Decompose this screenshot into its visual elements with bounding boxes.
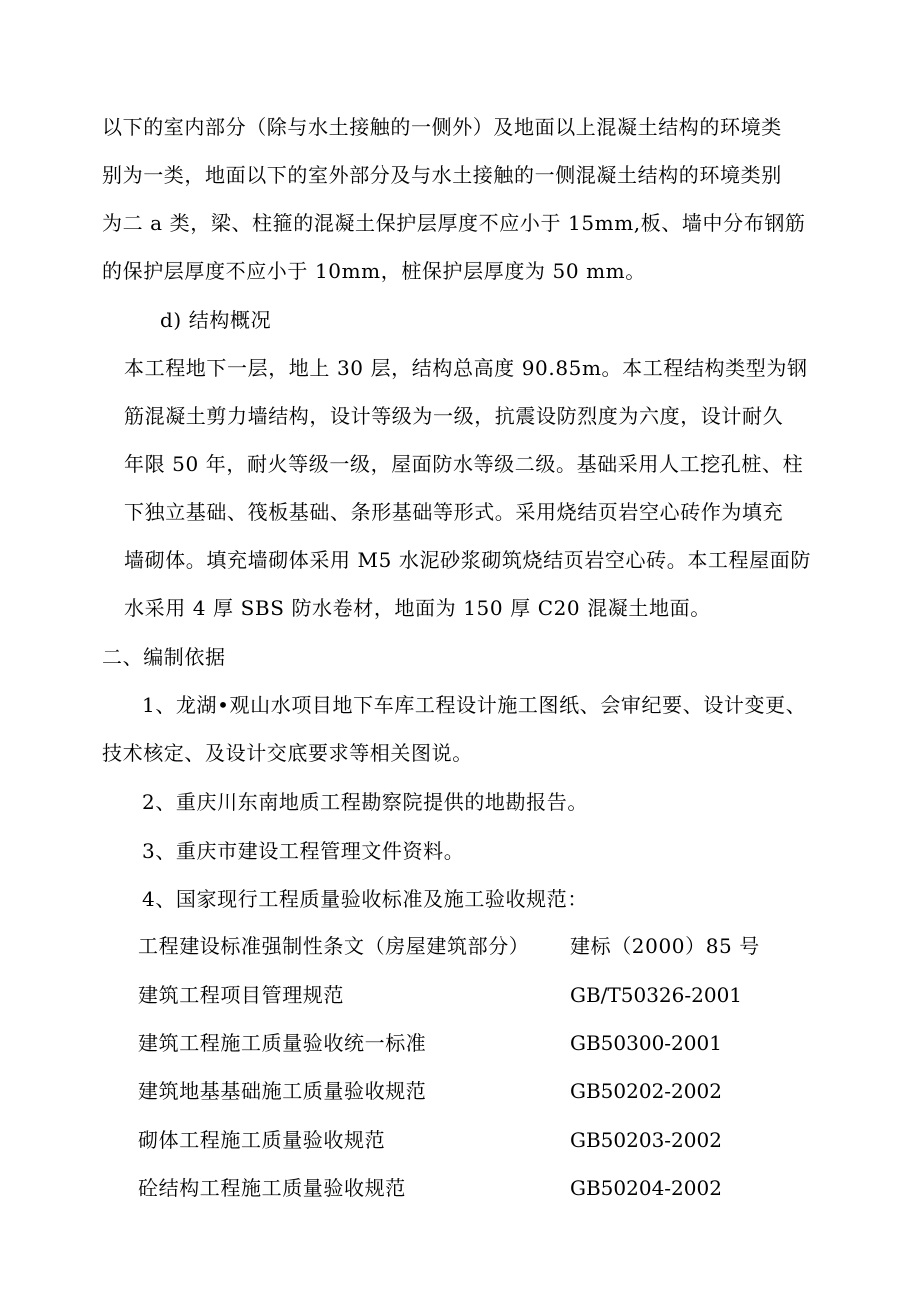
- standard-code: 建标（2000）85 号: [570, 934, 760, 958]
- section-d-line-1: 本工程地下一层，地上 30 层，结构总高度 90.85m。本工程结构类型为钢: [124, 356, 808, 380]
- section-d-line-5: 墙砌体。填充墙砌体采用 M5 水泥砂浆砌筑烧结页岩空心砖。本工程屋面防: [124, 548, 811, 572]
- standard-name: 工程建设标准强制性条文（房屋建筑部分）: [138, 934, 530, 958]
- intro-line-4: 的保护层厚度不应小于 10mm，桩保护层厚度为 50 mm。: [102, 259, 646, 283]
- basis-item-1-line-2: 技术核定、及设计交底要求等相关图说。: [102, 741, 473, 765]
- basis-item-4: 4、国家现行工程质量验收标准及施工验收规范：: [142, 887, 588, 911]
- section-d-line-2: 筋混凝土剪力墙结构，设计等级为一级，抗震设防烈度为六度，设计耐久: [124, 404, 784, 428]
- section-d-heading: d) 结构概况: [160, 308, 272, 332]
- standard-code: GB50300-2001: [570, 1031, 722, 1055]
- section-d-line-6: 水采用 4 厚 SBS 防水卷材，地面为 150 厚 C20 混凝土地面。: [124, 596, 711, 620]
- basis-item-2: 2、重庆川东南地质工程勘察院提供的地勘报告。: [142, 790, 588, 814]
- standard-name: 建筑工程施工质量验收统一标准: [138, 1031, 427, 1055]
- standard-code: GB50204-2002: [570, 1176, 722, 1200]
- standard-code: GB50203-2002: [570, 1128, 722, 1152]
- standard-code: GB50202-2002: [570, 1079, 722, 1103]
- basis-item-3: 3、重庆市建设工程管理文件资料。: [142, 839, 465, 863]
- section-two-heading: 二、编制依据: [102, 645, 226, 669]
- standard-name: 建筑地基基础施工质量验收规范: [138, 1079, 427, 1103]
- standard-code: GB/T50326-2001: [570, 983, 743, 1007]
- intro-line-2: 别为一类，地面以下的室外部分及与水土接触的一侧混凝土结构的环境类别: [102, 163, 782, 187]
- standard-name: 建筑工程项目管理规范: [138, 983, 344, 1007]
- section-d-line-4: 下独立基础、筏板基础、条形基础等形式。采用烧结页岩空心砖作为填充: [124, 500, 784, 524]
- intro-line-1: 以下的室内部分（除与水土接触的一侧外）及地面以上混凝土结构的环境类: [102, 115, 782, 139]
- standard-name: 砌体工程施工质量验收规范: [138, 1128, 386, 1152]
- section-d-line-3: 年限 50 年，耐火等级一级，屋面防水等级二级。基础采用人工挖孔桩、柱: [124, 452, 804, 476]
- standard-name: 砼结构工程施工质量验收规范: [138, 1176, 406, 1200]
- intro-line-3: 为二 a 类，梁、柱箍的混凝土保护层厚度不应小于 15mm,板、墙中分布钢筋: [102, 211, 806, 235]
- basis-item-1-line-1: 1、龙湖•观山水项目地下车库工程设计施工图纸、会审纪要、设计变更、: [142, 693, 807, 717]
